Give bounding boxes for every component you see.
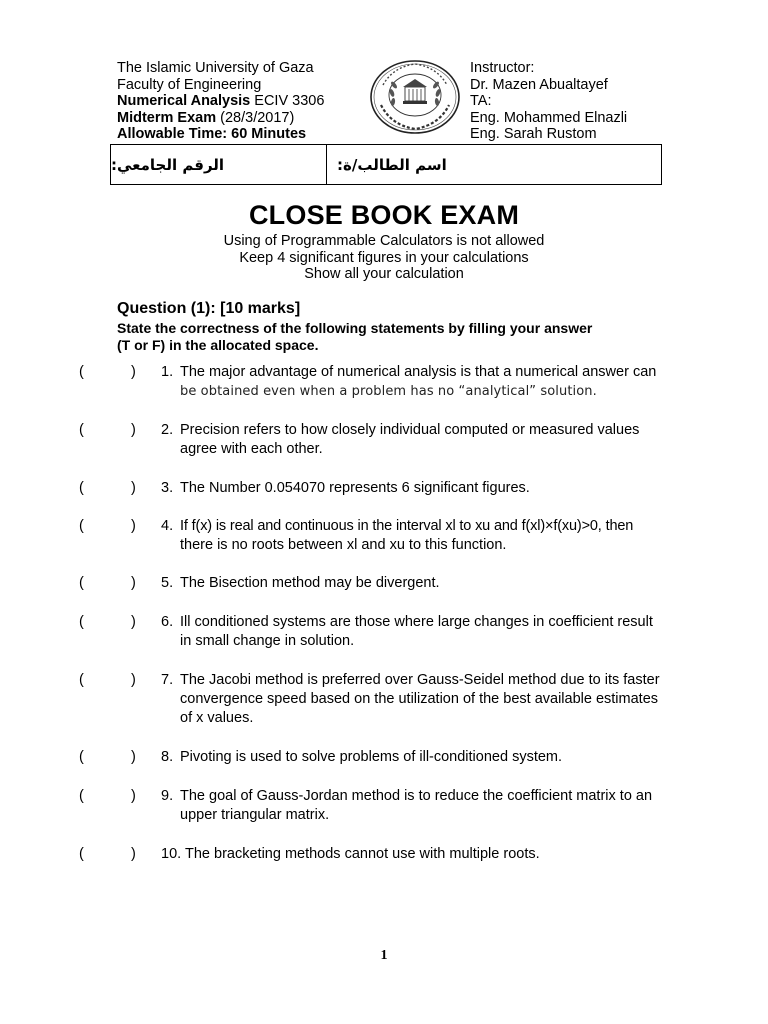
statement-text	[180, 574, 696, 593]
answer-paren-open: (	[79, 575, 84, 591]
statement-line: convergence speed based on the utilization of the best available estimates	[180, 691, 659, 707]
statement-line: Precision refers to how closely individual computed or measured values	[180, 422, 640, 438]
answer-paren-open: (	[79, 422, 84, 438]
instruction-line-2: (T or F) in the allocated space.	[117, 337, 319, 353]
statement-line: in small change in solution.	[180, 633, 355, 649]
answer-paren-close: )	[131, 518, 136, 534]
instructor-name: Dr. Mazen Abualtayef	[470, 76, 608, 93]
exam-label: Midterm Exam	[117, 109, 217, 126]
answer-paren-close: )	[131, 749, 136, 765]
question-title: Question (1): [10 marks]	[117, 300, 301, 317]
statement-text	[180, 671, 696, 728]
statement-number: 9.	[161, 788, 174, 804]
statement-line: The Jacobi method is preferred over Gauss-Seidel method due to its faster	[180, 672, 660, 688]
statement-number: 8.	[161, 749, 174, 765]
ta-label: TA:	[470, 93, 492, 109]
answer-paren-close: )	[131, 846, 136, 862]
instructor-label: Instructor:	[470, 60, 535, 76]
exam-date: (28/3/2017)	[216, 109, 295, 126]
statement-text	[180, 479, 696, 498]
header-right-block	[470, 60, 627, 143]
question-instruction	[117, 320, 677, 354]
statement-text	[180, 748, 696, 767]
statement-number: 5.	[161, 575, 174, 591]
answer-paren-close: )	[131, 480, 136, 496]
answer-paren-open: (	[79, 518, 84, 534]
answer-paren-close: )	[131, 575, 136, 591]
rule-significant-figures: Keep 4 significant figures in your calculations	[239, 250, 529, 266]
statement-number: 6.	[161, 614, 174, 630]
statement-line: Pivoting is used to solve problems of ill-conditioned system.	[180, 749, 563, 765]
answer-paren-close: )	[131, 672, 136, 688]
answer-paren-open: (	[79, 788, 84, 804]
answer-paren-open: (	[79, 846, 84, 862]
statement-number: 7.	[161, 672, 174, 688]
statement-number: 2.	[161, 422, 174, 438]
answer-paren-close: )	[131, 422, 136, 438]
university-seal-logo	[369, 59, 461, 135]
ta-name-1: Eng. Mohammed Elnazli	[470, 109, 628, 126]
rule-calculators: Using of Programmable Calculators is not allowed	[223, 233, 545, 249]
statement-line: agree with each other.	[180, 441, 323, 457]
statement-text	[180, 517, 696, 555]
faculty-name: Faculty of Engineering	[117, 76, 262, 93]
course-label: Numerical Analysis	[117, 93, 251, 109]
answer-paren-open: (	[79, 364, 84, 380]
student-name-label: اسم الطالب/ة:	[337, 155, 447, 174]
answer-paren-close: )	[131, 364, 136, 380]
university-name: The Islamic University of Gaza	[117, 60, 314, 76]
student-info-table	[110, 144, 662, 185]
rule-show-calculation: Show all your calculation	[304, 266, 464, 282]
statement-line: The major advantage of numerical analysis is that a numerical answer can	[180, 364, 657, 380]
allowable-time: Allowable Time: 60 Minutes	[117, 126, 307, 142]
header-left-block	[117, 60, 324, 143]
statement-line: The Number 0.054070 represents 6 significant figures.	[180, 480, 530, 496]
statement-text	[180, 421, 696, 459]
student-name-cell[interactable]	[327, 145, 661, 184]
statement-line: If f(x) is real and continuous in the interval xl to xu and f(xl)×f(xu)>0, then	[180, 518, 634, 534]
course-line	[117, 93, 324, 110]
statement-line: The goal of Gauss-Jordan method is to reduce the coefficient matrix to an	[180, 788, 653, 804]
student-id-label: الرقم الجامعي:	[111, 155, 225, 174]
statement-number: 10.	[161, 846, 182, 862]
statement-line: Ill conditioned systems are those where large changes in coefficient result	[180, 614, 653, 630]
ta-name-2: Eng. Sarah Rustom	[470, 126, 597, 142]
statement-line: The Bisection method may be divergent.	[180, 575, 440, 591]
exam-title: CLOSE BOOK EXAM	[248, 200, 520, 230]
student-id-cell[interactable]	[111, 145, 327, 184]
page-number: 1	[380, 948, 388, 963]
answer-paren-close: )	[131, 614, 136, 630]
answer-paren-open: (	[79, 749, 84, 765]
statement-line: of x values.	[180, 710, 254, 726]
statement-number: 1.	[161, 364, 174, 380]
statement-text	[180, 613, 696, 651]
statement-line: there is no roots between xl and xu to this function.	[180, 537, 507, 553]
answer-paren-open: (	[79, 480, 84, 496]
statement-line: upper triangular matrix.	[180, 807, 330, 823]
course-code: ECIV 3306	[250, 93, 325, 109]
statement-line: The bracketing methods cannot use with multiple roots.	[185, 846, 540, 862]
answer-paren-close: )	[131, 788, 136, 804]
exam-line	[117, 110, 324, 127]
statement-number: 3.	[161, 480, 174, 496]
statement-number: 4.	[161, 518, 174, 534]
statement-text	[185, 845, 696, 864]
statement-line: be obtained even when a problem has no “analytical” solution.	[180, 384, 597, 399]
statement-text	[180, 363, 696, 401]
statement-text	[180, 787, 696, 825]
answer-paren-open: (	[79, 672, 84, 688]
answer-paren-open: (	[79, 614, 84, 630]
instruction-line-1: State the correctness of the following statements by filling your answer	[117, 320, 593, 336]
